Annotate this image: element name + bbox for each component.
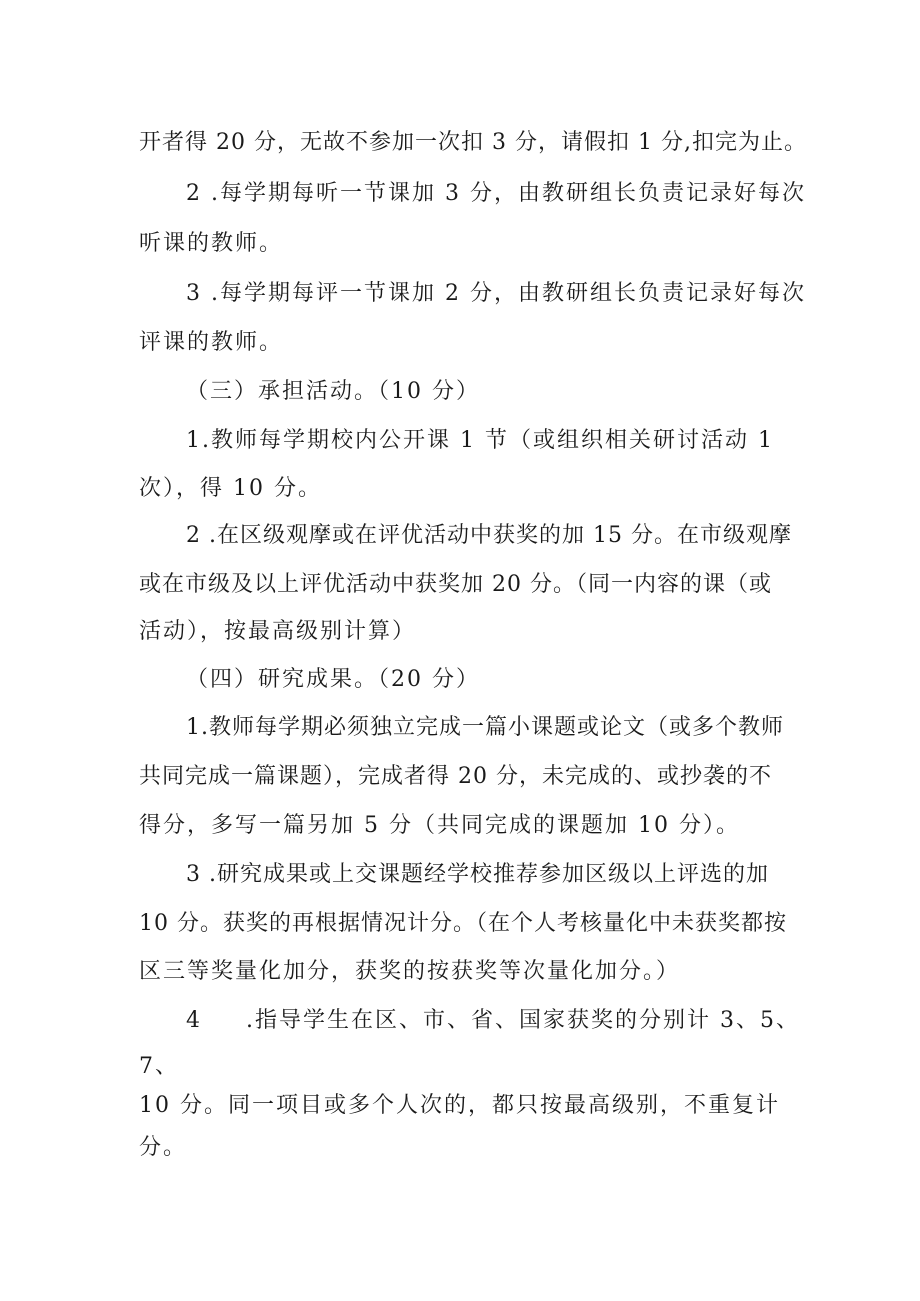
- text-line: 开者得 20 分，无故不参加一次扣 3 分，请假扣 1 分,扣完为止。: [139, 130, 807, 155]
- text-line: .指导学生在区、市、省、国家获奖的分别计 3、5、: [246, 1008, 800, 1033]
- text-line: 1.教师每学期必须独立完成一篇小课题或论文（或多个教师: [186, 715, 784, 740]
- text-line: 7、: [139, 1054, 179, 1079]
- text-line: 2 .在区级观摩或在评优活动中获奖的加 15 分。在市级观摩: [186, 523, 792, 548]
- text-line: 活动），按最高级别计算）: [139, 619, 417, 644]
- list-number: 4: [186, 1008, 202, 1033]
- text-line: 10 分。同一项目或多个人次的，都只按最高级别，不重复计: [139, 1093, 780, 1118]
- text-line: 次），得 10 分。: [139, 476, 322, 501]
- section-heading: （四）研究成果。（20 分）: [186, 667, 480, 692]
- text-line: 分。: [139, 1135, 188, 1160]
- section-heading: （三）承担活动。（10 分）: [186, 379, 480, 404]
- text-line: 听课的教师。: [139, 231, 284, 256]
- text-line: 或在市级及以上评优活动中获奖加 20 分。（同一内容的课（或: [139, 572, 772, 597]
- text-line: 1.教师每学期校内公开课 1 节（或组织相关研讨活动 1: [186, 428, 774, 453]
- text-line: 得分，多写一篇另加 5 分（共同完成的课题加 10 分）。: [139, 813, 740, 838]
- text-line: 10 分。获奖的再根据情况计分。（在个人考核量化中未获奖都按: [139, 911, 787, 936]
- text-line: 3 .每学期每评一节课加 2 分，由教研组长负责记录好每次: [186, 281, 806, 306]
- text-line: 区三等奖量化加分，获奖的按获奖等次量化加分。）: [139, 959, 681, 984]
- text-line: 共同完成一篇课题），完成者得 20 分，未完成的、或抄袭的不: [139, 764, 772, 789]
- text-line: 2 .每学期每听一节课加 3 分，由教研组长负责记录好每次: [186, 181, 806, 206]
- text-line: 评课的教师。: [139, 330, 284, 355]
- text-line: 3 .研究成果或上交课题经学校推荐参加区级以上评选的加: [186, 862, 769, 887]
